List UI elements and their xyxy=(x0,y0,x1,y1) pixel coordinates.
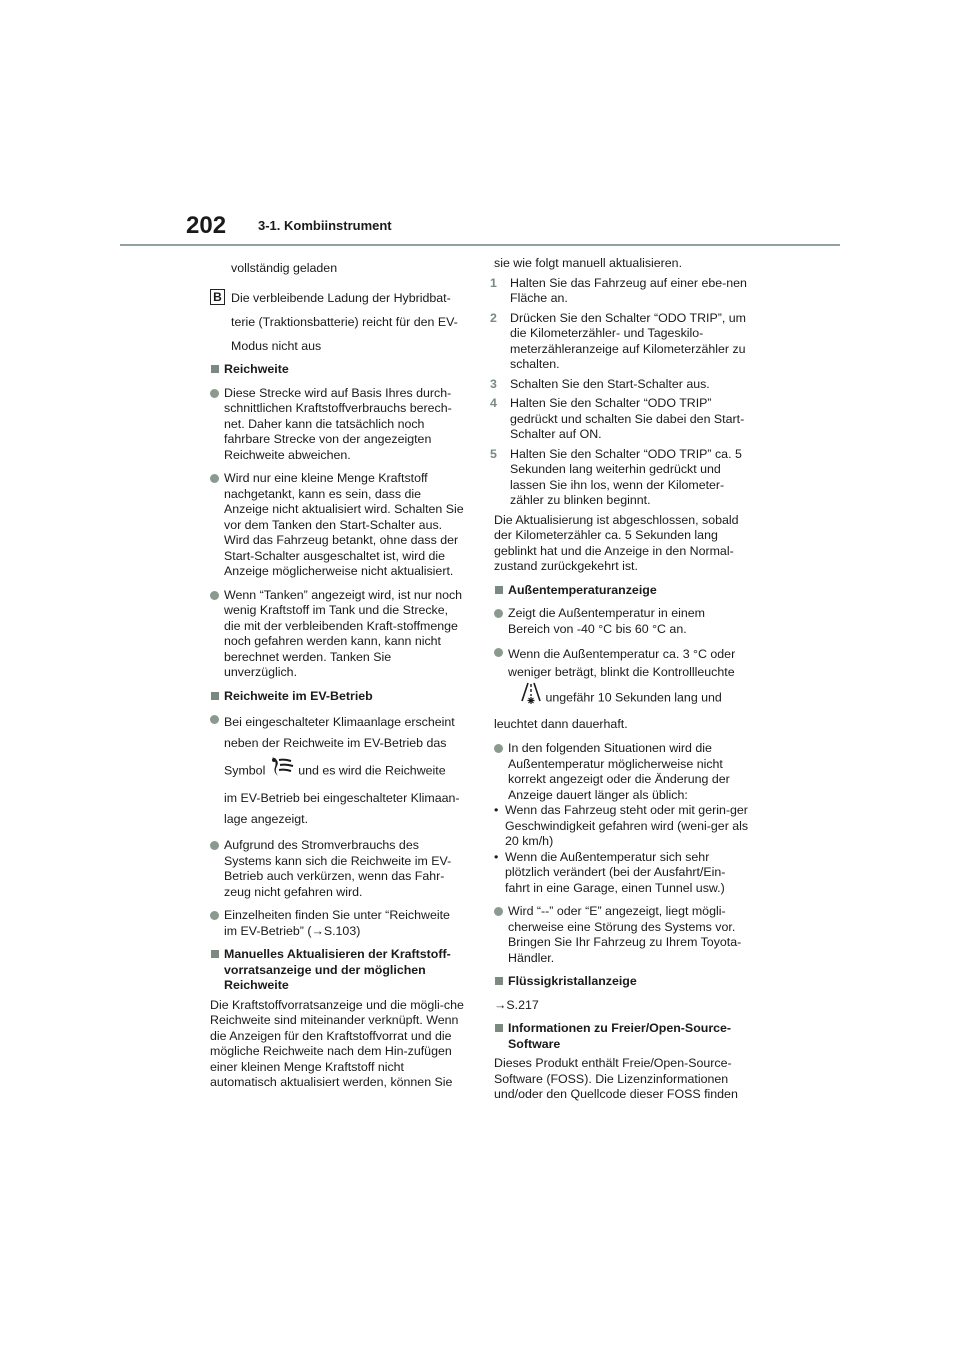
temp-bullet-2-line-4: leuchtet dann dauerhaft. xyxy=(494,717,628,731)
temp-bullet-3-text: In den folgenden Situationen wird die Außentemperatur möglicherweise nicht korrekt angezeigt oder die Änderung der Anzeige dauert länger als üblich: xyxy=(508,741,730,802)
b-description xyxy=(210,286,466,358)
b-label: B xyxy=(210,289,225,305)
step-number: 2 xyxy=(490,310,497,325)
step-number: 1 xyxy=(490,275,497,290)
temp-bullet-1: Zeigt die Außentemperatur in einem Bereich von -40 °C bis 60 °C an. xyxy=(494,606,750,637)
heading-manual-update: Manuelles Aktualisieren der Kraftstoff-vorratsanzeige und der möglichen Reichweite xyxy=(210,947,466,994)
lcd-reference: →S.217 xyxy=(494,997,539,1012)
temp-bullet-2 xyxy=(494,645,750,733)
step-number: 4 xyxy=(490,396,497,410)
step-number: 5 xyxy=(490,446,497,461)
heading-foss: Informationen zu Freier/Open-Source-Software xyxy=(494,1021,750,1052)
b-text-2: terie (Traktionsbatterie) reicht für den EV- xyxy=(231,315,458,329)
step-5 xyxy=(490,446,750,509)
road-ice-warning-icon xyxy=(520,681,542,715)
air-conditioning-icon xyxy=(269,754,295,788)
ev-bullet-1 xyxy=(210,712,466,830)
step-text: Halten Sie das Fahrzeug auf einer ebe-nen Fläche an. xyxy=(510,275,747,305)
step-3 xyxy=(490,376,750,393)
page-number: 202 xyxy=(186,212,227,239)
ev-bullet-3: Einzelheiten finden Sie unter “Reichweite im EV-Betrieb” (→S.103) xyxy=(210,908,466,939)
header-divider xyxy=(120,244,840,246)
section-title: 3-1. Kombiinstrument xyxy=(258,218,392,233)
temp-bullet-2-line-2: weniger beträgt, blinkt die Kontrollleuchte xyxy=(508,665,735,679)
ev-bullet-2: Aufgrund des Stromverbrauchs des Systems kann sich die Reichweite im EV-Betrieb auch verkürzen, wenn das Fahr-zeug nicht gefahren wird. xyxy=(210,838,466,900)
reichweite-bullet-2: Wird nur eine kleine Menge Kraftstoff nachgetankt, kann es sein, dass die Anzeige nicht aktualisiert wird. Schalten Sie vor dem Tanken den Start-Schalter aus. Wird das Fahrzeug betankt, ohne dass der Start-Schalter ausgeschaltet ist, wird die Anzeige möglicherweise nicht aktualisiert. xyxy=(210,471,466,580)
continued-text: vollständig geladen xyxy=(231,261,338,275)
temp-bullet-4: Wird “--” oder “E” angezeigt, liegt mögli-cherweise eine Störung des Systems vor. Bringen Sie Ihr Fahrzeug zu Ihrem Toyota-Händler. xyxy=(494,904,750,966)
update-complete-text: Die Aktualisierung ist abgeschlossen, sobald der Kilometerzähler ca. 5 Sekunden lang geblinkt hat und die Anzeige in den Normal-zustand zurückgekehrt ist. xyxy=(494,512,739,573)
ev-bullet-1-line-3: und es wird die Reichweite xyxy=(298,763,446,778)
reichweite-bullet-3: Wenn “Tanken” angezeigt wird, ist nur noch wenig Kraftstoff im Tank und die Strecke, die mit der verbleibenden Kraft-stoffmenge noch gefahren werden kann, kann nicht berechnet werden. Tanken Sie unverzüglich. xyxy=(210,588,466,681)
ev-bullet-1-line-1: Bei eingeschalteter Klimaanlage erscheint xyxy=(224,715,455,729)
heading-ev-reichweite: Reichweite im EV-Betrieb xyxy=(210,689,466,705)
b-text-1: Die verbleibende Ladung der Hybridbat- xyxy=(231,291,451,305)
right-column xyxy=(490,256,750,1103)
heading-aussentemperatur: Außentemperaturanzeige xyxy=(494,583,750,599)
left-column xyxy=(210,256,466,1091)
step-text: Schalten Sie den Start-Schalter aus. xyxy=(510,376,710,391)
temp-bullet-2-line-1: Wenn die Außentemperatur ca. 3 °C oder xyxy=(508,647,736,661)
temp-bullet-3-dash-2: • Wenn die Außentemperatur sich sehr plötzlich verändert (bei der Ausfahrt/Ein-fahrt in eine Garage, einen Tunnel usw.) xyxy=(494,850,750,897)
ev-bullet-1-line-5: lage angezeigt. xyxy=(224,812,309,826)
step-text: Halten Sie den Schalter “ODO TRIP” gedrückt und schalten Sie dabei den Start-Schalter auf ON. xyxy=(510,396,745,441)
heading-reichweite: Reichweite xyxy=(210,362,466,378)
continued-text-right: sie wie folgt manuell aktualisieren. xyxy=(494,256,683,270)
step-4 xyxy=(490,396,750,443)
heading-lcd: Flüssigkristallanzeige xyxy=(494,974,750,990)
temp-bullet-3 xyxy=(494,741,750,896)
ev-bullet-1-line-2: neben der Reichweite im EV-Betrieb das xyxy=(224,736,447,750)
foss-text: Dieses Produkt enthält Freie/Open-Source-Software (FOSS). Die Lizenzinformationen und/oder den Quellcode dieser FOSS finden xyxy=(494,1056,738,1101)
b-text-3: Modus nicht aus xyxy=(231,339,322,353)
temp-bullet-2-line-3: ungefähr 10 Sekunden lang und xyxy=(545,690,722,705)
temp-bullet-3-dash-1: • Wenn das Fahrzeug steht oder mit gerin-ger Geschwindigkeit gefahren wird (weni-ger als 20 km/h) xyxy=(494,803,750,850)
manual-update-text: Die Kraftstoffvorratsanzeige und die mögli-che Reichweite sind miteinander verknüpft. Wenn die Anzeigen für den Kraftstoffvorrat und die mögliche Reichweite nach dem Hin-zufügen einer kleinen Menge Kraftstoff nicht automatisch aktualisiert werden, können Sie xyxy=(210,997,464,1089)
step-1 xyxy=(490,275,750,307)
step-number: 3 xyxy=(490,376,497,391)
ev-bullet-1-line-4: im EV-Betrieb bei eingeschalteter Klimaan- xyxy=(224,791,460,805)
step-text: Drücken Sie den Schalter “ODO TRIP”, um die Kilometerzähler- und Tageskilo-meterzähleranzeige auf Kilometerzähler zu schalten. xyxy=(510,310,746,371)
ev-bullet-1-symbol-label: Symbol xyxy=(224,763,266,778)
reichweite-bullet-1: Diese Strecke wird auf Basis Ihres durch-schnittlichen Kraftstoffverbrauchs berech-net. Daher kann die tatsächlich noch fahrbare Strecke von der angezeigten Reichweite abweichen. xyxy=(210,386,466,464)
step-2 xyxy=(490,310,750,373)
step-text: Halten Sie den Schalter “ODO TRIP” ca. 5 Sekunden lang weiterhin gedrückt und lassen Sie ihn los, wenn der Kilometer-zähler zu blinken beginnt. xyxy=(510,446,742,507)
